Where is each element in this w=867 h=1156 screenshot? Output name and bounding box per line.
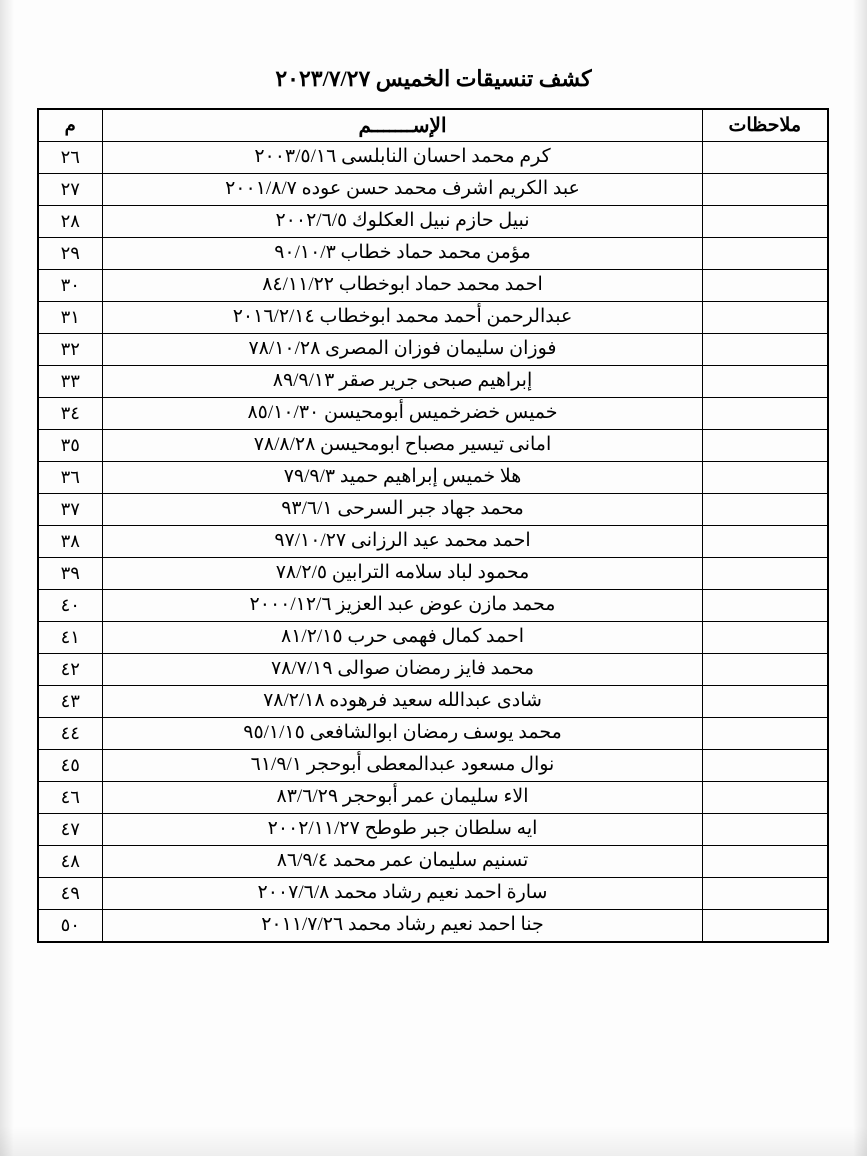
cell-notes (703, 910, 828, 943)
cell-name (103, 718, 703, 750)
cell-name (103, 590, 703, 622)
cell-name (103, 558, 703, 590)
cell-notes (703, 846, 828, 878)
cell-number: ٤٣ (38, 686, 103, 718)
coordination-table-container (39, 102, 829, 943)
cell-notes (703, 334, 828, 366)
cell-name (103, 302, 703, 334)
cell-name-text: نوال مسعود عبدالمعطى أبوحجر ٦١/٩/١ (250, 754, 555, 775)
cell-number: ٣٣ (38, 366, 103, 398)
table-row (38, 174, 828, 206)
table-row (38, 782, 828, 814)
cell-name-text: خميس خضرخميس أبومحيسن ٨٥/١٠/٣٠ (247, 402, 558, 423)
cell-name-text: شادى عبدالله سعيد فرهوده ٧٨/٢/١٨ (263, 690, 542, 711)
cell-notes (703, 590, 828, 622)
cell-name (103, 142, 703, 174)
cell-name (103, 270, 703, 302)
cell-name-text: هلا خميس إبراهيم حميد ٧٩/٩/٣ (283, 466, 522, 487)
table-row (38, 526, 828, 558)
cell-notes (703, 142, 828, 174)
cell-notes (703, 302, 828, 334)
table-row (38, 494, 828, 526)
cell-name (103, 174, 703, 206)
table-row (38, 142, 828, 174)
cell-name-text: فوزان سليمان فوزان المصرى ٧٨/١٠/٢٨ (248, 338, 557, 359)
cell-name-text: محمود لباد سلامه الترابين ٧٨/٢/٥ (275, 562, 530, 583)
column-header-notes: ملاحظات (703, 109, 828, 142)
scan-shadow-right (853, 0, 867, 1156)
cell-name (103, 366, 703, 398)
cell-name (103, 334, 703, 366)
column-header-number: م (38, 109, 103, 142)
table-row (38, 302, 828, 334)
table-header (38, 109, 828, 142)
cell-number: ٤٢ (38, 654, 103, 686)
cell-name-text: مؤمن محمد حماد خطاب ٩٠/١٠/٣ (274, 242, 531, 263)
table-body (38, 142, 828, 943)
table-row (38, 718, 828, 750)
table-row (38, 270, 828, 302)
cell-number: ٣٦ (38, 462, 103, 494)
cell-name-text: كرم محمد احسان النابلسى ٢٠٠٣/٥/١٦ (254, 146, 551, 167)
cell-number: ٤٠ (38, 590, 103, 622)
cell-name (103, 686, 703, 718)
cell-notes (703, 206, 828, 238)
cell-name-text: إبراهيم صبحى جرير صقر ٨٩/٩/١٣ (272, 370, 533, 391)
cell-notes (703, 430, 828, 462)
table-row (38, 622, 828, 654)
cell-notes (703, 462, 828, 494)
cell-number: ٤١ (38, 622, 103, 654)
cell-name-text: جنا احمد نعيم رشاد محمد ٢٠١١/٧/٢٦ (261, 914, 544, 935)
cell-name-text: محمد فايز رمضان صوالى ٧٨/٧/١٩ (270, 658, 535, 679)
cell-name-text: ايه سلطان جبر طوطح ٢٠٠٢/١١/٢٧ (267, 818, 538, 839)
cell-number: ٤٨ (38, 846, 103, 878)
cell-name (103, 430, 703, 462)
table-row (38, 238, 828, 270)
table-row (38, 334, 828, 366)
cell-name (103, 846, 703, 878)
cell-name-text: نبيل حازم نبيل العكلوك ٢٠٠٢/٦/٥ (275, 210, 530, 231)
cell-name-text: الاء سليمان عمر أبوحجر ٨٣/٦/٢٩ (276, 786, 529, 807)
page-title: كشف تنسيقات الخميس ٢٠٢٣/٧/٢٧ (275, 66, 592, 91)
cell-number: ٣٠ (38, 270, 103, 302)
cell-number: ٣٧ (38, 494, 103, 526)
cell-number: ٢٧ (38, 174, 103, 206)
cell-name (103, 238, 703, 270)
table-row (38, 590, 828, 622)
scan-shadow-bottom (0, 1126, 867, 1156)
table-row (38, 910, 828, 943)
cell-number: ٢٩ (38, 238, 103, 270)
cell-number: ٤٦ (38, 782, 103, 814)
cell-notes (703, 814, 828, 846)
cell-name (103, 206, 703, 238)
table-row (38, 750, 828, 782)
cell-notes (703, 270, 828, 302)
cell-notes (703, 526, 828, 558)
cell-name (103, 494, 703, 526)
cell-number: ٣١ (38, 302, 103, 334)
cell-notes (703, 174, 828, 206)
cell-number: ٤٥ (38, 750, 103, 782)
cell-number: ٤٩ (38, 878, 103, 910)
cell-number: ٥٠ (38, 910, 103, 943)
table-header-row (38, 109, 828, 142)
cell-name-text: عبد الكريم اشرف محمد حسن عوده ٢٠٠١/٨/٧ (225, 178, 580, 199)
cell-name (103, 782, 703, 814)
cell-name (103, 750, 703, 782)
cell-name-text: امانى تيسير مصباح ابومحيسن ٧٨/٨/٢٨ (253, 434, 552, 455)
cell-notes (703, 238, 828, 270)
table-row (38, 462, 828, 494)
cell-name-text: عبدالرحمن أحمد محمد ابوخطاب ٢٠١٦/٢/١٤ (232, 306, 573, 327)
cell-name (103, 910, 703, 943)
cell-name-text: محمد مازن عوض عبد العزيز ٢٠٠٠/١٢/٦ (249, 594, 556, 615)
table-row (38, 398, 828, 430)
table-row (38, 686, 828, 718)
cell-notes (703, 366, 828, 398)
cell-number: ٤٤ (38, 718, 103, 750)
cell-name-text: محمد جهاد جبر السرحى ٩٣/٦/١ (281, 498, 524, 519)
table-row (38, 366, 828, 398)
cell-name (103, 654, 703, 686)
cell-name (103, 462, 703, 494)
cell-number: ٣٢ (38, 334, 103, 366)
cell-name-text: سارة احمد نعيم رشاد محمد ٢٠٠٧/٦/٨ (257, 882, 548, 903)
coordination-table (37, 108, 829, 943)
cell-name-text: تسنيم سليمان عمر محمد ٨٦/٩/٤ (276, 850, 529, 871)
table-row (38, 206, 828, 238)
cell-notes (703, 398, 828, 430)
cell-name (103, 526, 703, 558)
cell-notes (703, 494, 828, 526)
scan-shadow-left (0, 0, 14, 1156)
cell-number: ٤٧ (38, 814, 103, 846)
cell-notes (703, 654, 828, 686)
cell-notes (703, 750, 828, 782)
cell-name-text: محمد يوسف رمضان ابوالشافعى ٩٥/١/١٥ (243, 722, 562, 743)
cell-number: ٣٥ (38, 430, 103, 462)
cell-name-text: احمد محمد عيد الرزانى ٩٧/١٠/٢٧ (274, 530, 531, 551)
cell-notes (703, 718, 828, 750)
cell-notes (703, 878, 828, 910)
cell-name (103, 814, 703, 846)
cell-number: ٢٨ (38, 206, 103, 238)
cell-name (103, 398, 703, 430)
table-row (38, 846, 828, 878)
table-row (38, 654, 828, 686)
cell-number: ٣٩ (38, 558, 103, 590)
cell-notes (703, 686, 828, 718)
table-row (38, 558, 828, 590)
table-row (38, 430, 828, 462)
cell-notes (703, 558, 828, 590)
cell-notes (703, 782, 828, 814)
cell-name-text: احمد محمد حماد ابوخطاب ٨٤/١١/٢٢ (262, 274, 543, 295)
cell-name (103, 878, 703, 910)
cell-number: ٣٤ (38, 398, 103, 430)
cell-number: ٣٨ (38, 526, 103, 558)
column-header-name: الإســـــــم (103, 109, 703, 142)
cell-notes (703, 622, 828, 654)
table-row (38, 878, 828, 910)
table-row (38, 814, 828, 846)
cell-name (103, 622, 703, 654)
cell-number: ٢٦ (38, 142, 103, 174)
cell-name-text: احمد كمال فهمى حرب ٨١/٢/١٥ (281, 626, 524, 647)
